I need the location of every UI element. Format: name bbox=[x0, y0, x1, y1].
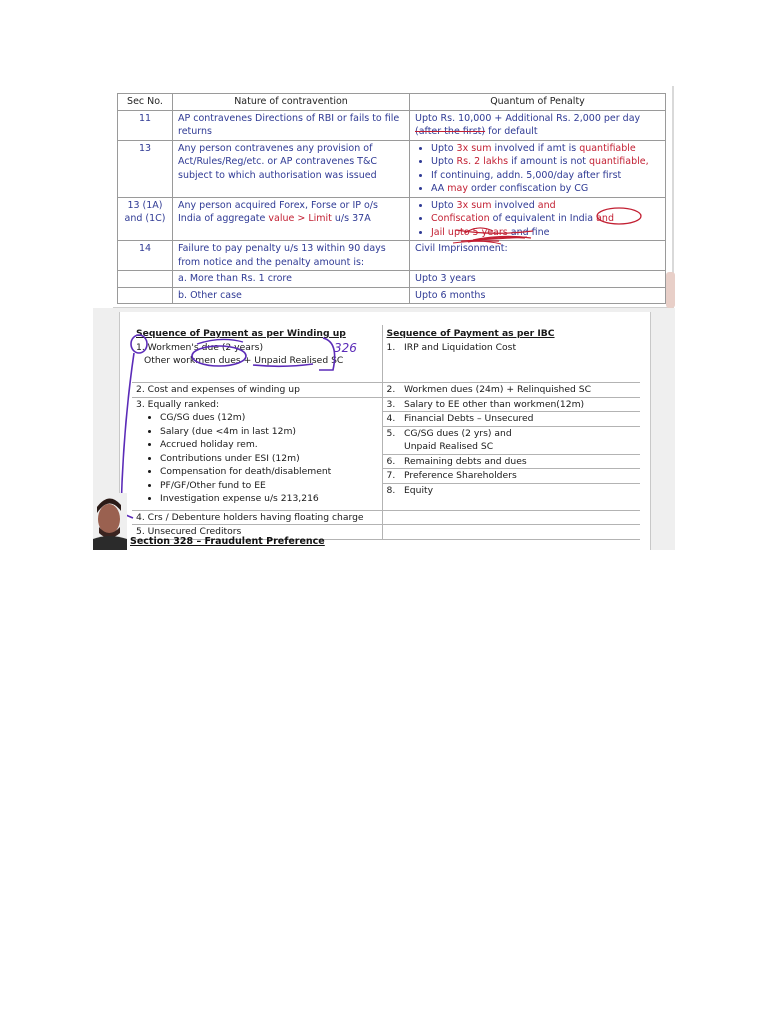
ibc-num: 1. bbox=[386, 341, 396, 353]
presenter-image bbox=[93, 493, 127, 550]
ibc-num: 8. bbox=[382, 483, 400, 510]
ibc-num: 6. bbox=[382, 454, 400, 469]
penalty-header-row bbox=[118, 94, 666, 111]
struck-text: (after the first) bbox=[415, 126, 486, 137]
penalty-row-14a bbox=[118, 271, 666, 288]
list-item: • Confiscation of equivalent in India and bbox=[431, 212, 660, 226]
presenter-video-thumbnail bbox=[93, 493, 127, 550]
penalty-row-13 bbox=[118, 140, 666, 197]
sec-number: 13 (1A) and (1C) bbox=[118, 197, 173, 241]
ibc-item: Equity bbox=[400, 483, 640, 510]
sequence-row bbox=[132, 510, 640, 525]
payment-sequence-table bbox=[132, 325, 640, 540]
header-nature: Nature of contravention bbox=[173, 94, 410, 111]
ibc-item: IRP and Liquidation Cost bbox=[404, 341, 517, 353]
sec-number: 11 bbox=[118, 110, 173, 140]
list-item: • PF/GF/Other fund to EE bbox=[160, 479, 378, 493]
annotation-326: 326 bbox=[334, 341, 357, 355]
list-item: • Investigation expense u/s 213,216 bbox=[160, 492, 378, 506]
nature-cell: AP contravenes Directions of RBI or fails to file returns bbox=[173, 110, 410, 140]
quantum-text: Upto Rs. 10,000 + Additional Rs. 2,000 per day bbox=[415, 112, 641, 124]
penalty-row-14 bbox=[118, 241, 666, 271]
quantum-cell bbox=[410, 110, 666, 140]
sub-value: Upto 6 months bbox=[410, 287, 666, 304]
ibc-num: 7. bbox=[382, 469, 400, 484]
list-item: • If continuing, addn. 5,000/day after first bbox=[431, 169, 660, 183]
ibc-item: CG/SG dues (2 yrs) and Unpaid Realised SC bbox=[400, 426, 640, 454]
ibc-header: Sequence of Payment as per IBC bbox=[386, 328, 555, 339]
section-328-heading: Section 328 – Fraudulent Preference bbox=[130, 536, 325, 547]
list-item: • Accrued holiday rem. bbox=[160, 438, 378, 452]
penalty-row-11 bbox=[118, 110, 666, 140]
list-item: • Salary (due <4m in last 12m) bbox=[160, 425, 378, 439]
winding-item: 4. Crs / Debenture holders having floating charge bbox=[132, 510, 382, 525]
sub-value: Upto 3 years bbox=[410, 271, 666, 288]
winding-up-header: Sequence of Payment as per Winding up bbox=[132, 325, 382, 341]
sequence-row bbox=[132, 383, 640, 398]
payment-sequence-panel bbox=[93, 308, 675, 550]
quantum-list bbox=[415, 199, 660, 240]
sec-number: 13 bbox=[118, 140, 173, 197]
penalty-table-panel bbox=[113, 86, 674, 308]
winding-item: 5. Unsecured Creditors bbox=[132, 525, 382, 540]
sub-item: b. Other case bbox=[173, 287, 410, 304]
list-item: • Upto 3x sum involved and bbox=[431, 199, 660, 213]
penalty-row-13-1a bbox=[118, 197, 666, 241]
ranked-list bbox=[136, 411, 378, 506]
ibc-item: Salary to EE other than workmen(12m) bbox=[400, 397, 640, 412]
list-item: • Jail upto 5 years and fine bbox=[431, 226, 660, 240]
payment-sequence-sheet bbox=[119, 312, 651, 550]
sequence-header-row bbox=[132, 325, 640, 341]
header-sec-no: Sec No. bbox=[118, 94, 173, 111]
list-item: • Upto Rs. 2 lakhs if amount is not quantifiable, bbox=[431, 155, 660, 169]
quantum-cell bbox=[410, 241, 666, 271]
winding-item-ranked: 3. Equally ranked: • CG/SG dues (12m) • Salary (due <4m in last 12m) • Accrued holiday rem. • Contributions under ESI (12m) • Compensation for death/disablement • PF/GF/Other fund to EE • Investigation expense u/s 213,216 bbox=[132, 397, 382, 510]
list-item: • AA may order confiscation by CG bbox=[431, 182, 660, 196]
header-quantum: Quantum of Penalty bbox=[410, 94, 666, 111]
quantum-list bbox=[415, 142, 660, 196]
ibc-num: 3. bbox=[382, 397, 400, 412]
sequence-row bbox=[132, 397, 640, 412]
nature-cell: Failure to pay penalty u/s 13 within 90 days from notice and the penalty amount is: bbox=[173, 241, 410, 271]
list-item: • Contributions under ESI (12m) bbox=[160, 452, 378, 466]
sec-number: 14 bbox=[118, 241, 173, 271]
nature-cell: Any person contravenes any provision of Act/Rules/Reg/etc. or AP contravenes T&C subject to which authorisation was issued bbox=[173, 140, 410, 197]
sequence-row bbox=[132, 341, 640, 383]
winding-item: 1. Workmen's due (2 years) Other workmen dues + Unpaid Realised SC bbox=[132, 341, 382, 383]
quantum-cell bbox=[410, 197, 666, 241]
winding-item: 2. Cost and expenses of winding up bbox=[132, 383, 382, 398]
list-item: • CG/SG dues (12m) bbox=[160, 411, 378, 425]
sub-item: a. More than Rs. 1 crore bbox=[173, 271, 410, 288]
ibc-item: Preference Shareholders bbox=[400, 469, 640, 484]
ibc-item: Financial Debts – Unsecured bbox=[400, 412, 640, 427]
quantum-text: for default bbox=[485, 126, 538, 137]
ibc-item: Workmen dues (24m) + Relinquished SC bbox=[400, 383, 640, 398]
ibc-item: Remaining debts and dues bbox=[400, 454, 640, 469]
list-item: • Upto 3x sum involved if amt is quantifiable bbox=[431, 142, 660, 156]
penalty-table bbox=[117, 93, 666, 304]
ibc-num: 4. bbox=[382, 412, 400, 427]
page-edge-shadow bbox=[666, 272, 675, 308]
ibc-num: 5. bbox=[382, 426, 400, 454]
civil-imprisonment-label: Civil Imprisonment: bbox=[415, 243, 508, 254]
penalty-row-14b bbox=[118, 287, 666, 304]
nature-cell: Any person acquired Forex, Forse or IP o/s India of aggregate value > Limit u/s 37A bbox=[173, 197, 410, 241]
ibc-num: 2. bbox=[382, 383, 400, 398]
quantum-cell bbox=[410, 140, 666, 197]
list-item: • Compensation for death/disablement bbox=[160, 465, 378, 479]
